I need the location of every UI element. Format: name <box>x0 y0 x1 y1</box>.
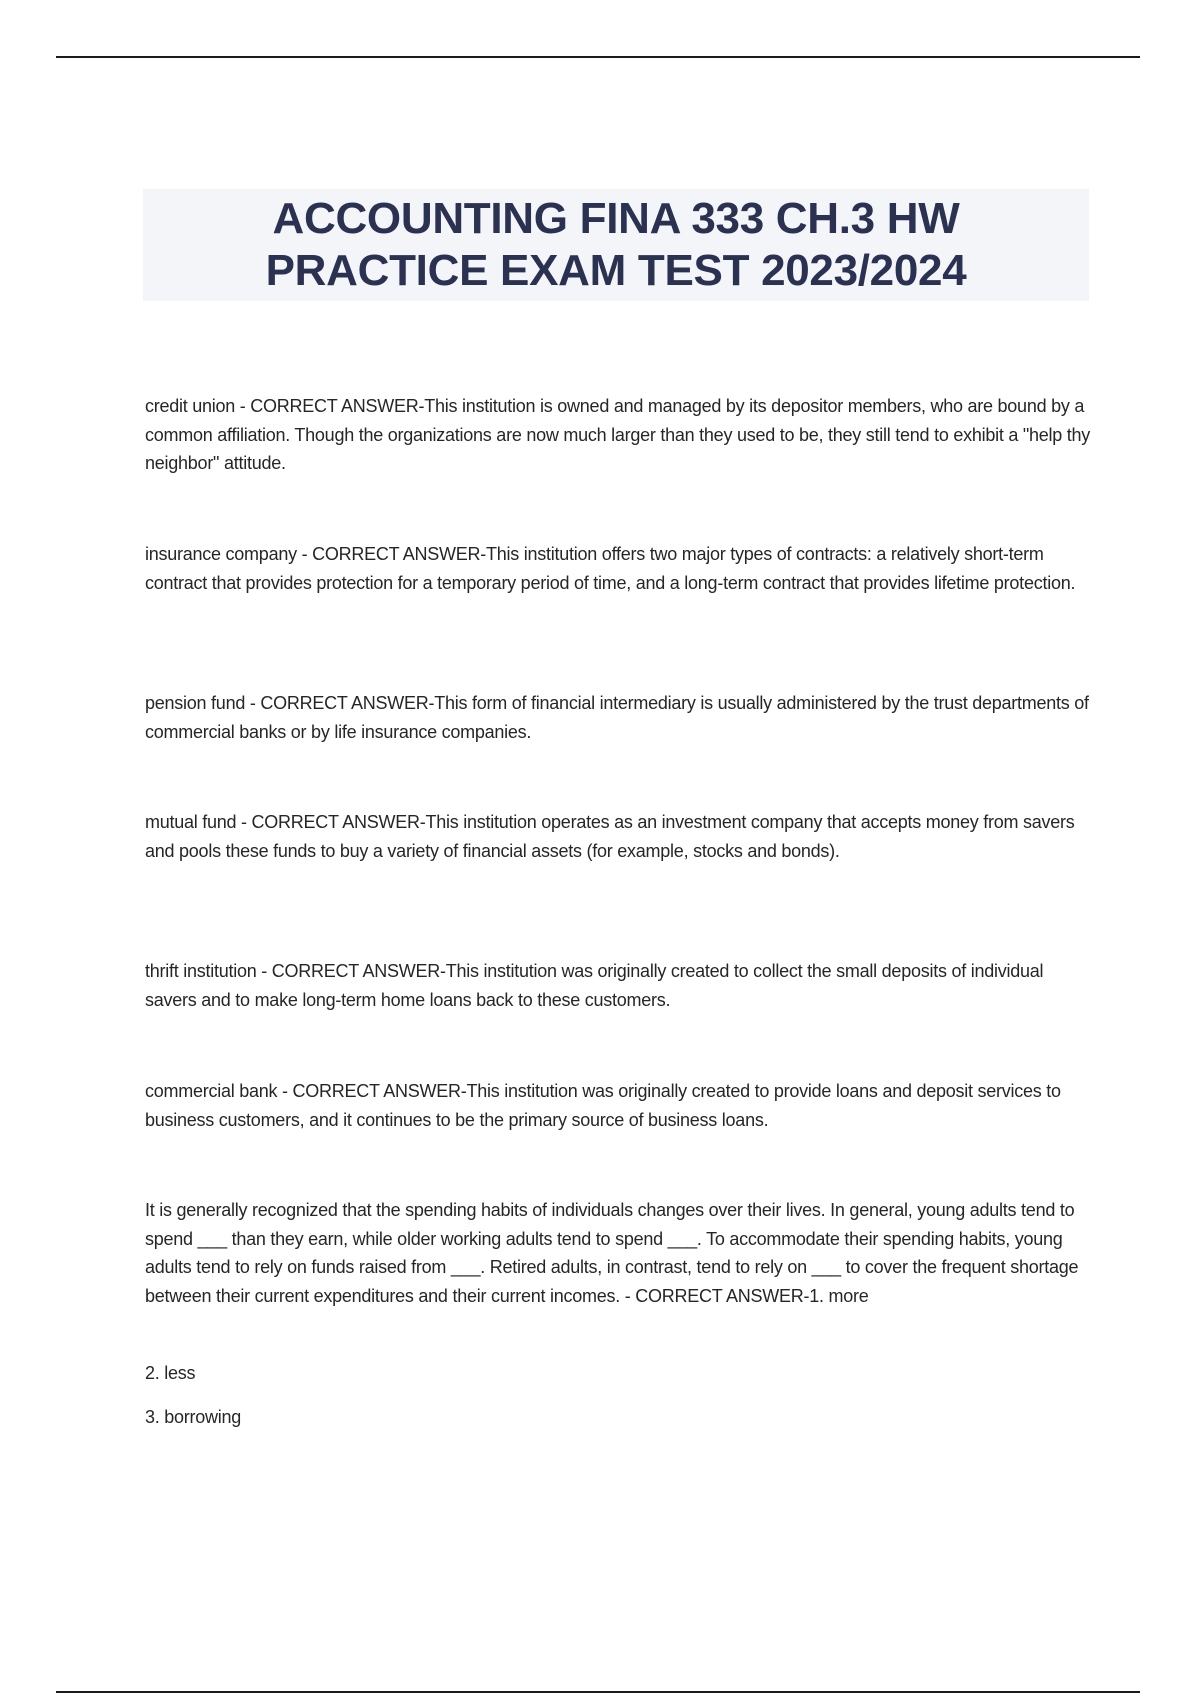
entry-mutual-fund: mutual fund - CORRECT ANSWER-This institution operates as an investment company that accepts money from savers and pools these funds to buy a variety of financial assets (for example, stocks and bonds). <box>145 812 1075 861</box>
bottom-rule <box>56 1691 1140 1693</box>
entry-thrift-institution: thrift institution - CORRECT ANSWER-This institution was originally created to collect the small deposits of individual savers and to make long-term home loans back to these customers. <box>145 961 1044 1010</box>
entry-spending-habits: It is generally recognized that the spending habits of individuals changes over their lives. In general, young adults tend to spend ___ than they earn, while older working adults tend to spend ___. To accommodate their spending habits, young adults tend to rely on funds raised from ___. Retired adults, in contrast, tend to rely on ___ to cover the frequent shortage between their current expenditures and their current incomes. - CORRECT ANSWER-1. more <box>145 1200 1079 1306</box>
title-line-2: PRACTICE EXAM TEST 2023/2024 <box>265 246 967 295</box>
answer-item-3: 3. borrowing <box>145 1407 242 1427</box>
title-line-1: ACCOUNTING FINA 333 CH.3 HW <box>272 194 960 243</box>
entry-insurance-company: insurance company - CORRECT ANSWER-This institution offers two major types of contracts: a relatively short-term contract that provides protection for a temporary period of time, and a long-term contract that provides lifetime protection. <box>145 544 1076 593</box>
top-rule <box>56 56 1140 58</box>
entry-pension-fund: pension fund - CORRECT ANSWER-This form of financial intermediary is usually administered by the trust departments of commercial banks or by life insurance companies. <box>145 693 1089 742</box>
entry-credit-union: credit union - CORRECT ANSWER-This institution is owned and managed by its depositor members, who are bound by a common affiliation. Though the organizations are now much larger than they used to be, they still tend to exhibit a "help thy neighbor" attitude. <box>145 396 1091 473</box>
document-title <box>143 189 1089 301</box>
entry-commercial-bank: commercial bank - CORRECT ANSWER-This institution was originally created to provide loans and deposit services to business customers, and it continues to be the primary source of business loans. <box>145 1081 1061 1130</box>
answer-item-2: 2. less <box>145 1363 196 1383</box>
